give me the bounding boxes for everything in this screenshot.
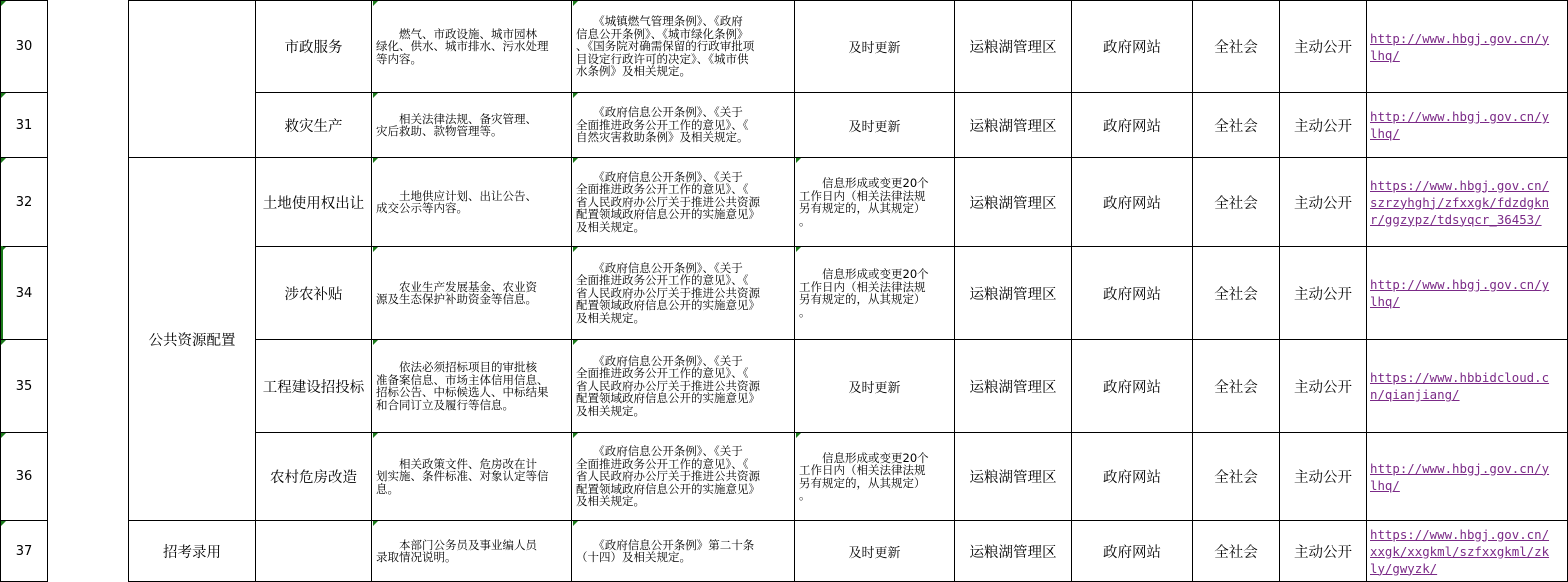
channel-cell bbox=[1072, 246, 1193, 339]
subject-cell-text: 运粮湖管理区 bbox=[969, 118, 1057, 135]
channel-cell bbox=[1072, 520, 1193, 582]
item-name-text: 涉农补贴 bbox=[284, 286, 343, 303]
url-link-text[interactable]: https://www.hbgj.gov.cn/ szrzyhghj/zfxxgk/fdzdgkn r/ggzypz/tdsyqcr_36453/ bbox=[1370, 177, 1550, 227]
channel-cell-text: 政府网站 bbox=[1103, 470, 1161, 486]
item-name-text: 工程建设招投标 bbox=[262, 379, 365, 396]
channel-cell-text: 政府网站 bbox=[1103, 379, 1161, 396]
method-cell bbox=[1280, 92, 1367, 157]
category-cell bbox=[128, 0, 256, 157]
item-name-text: 救灾生产 bbox=[284, 118, 343, 135]
basis-cell-text: 《政府信息公开条例》、《关于 全面推进政务公开工作的意见》、《 省人民政府办公厅关于推进公共资源 配置领域政府信息公开的实施意见》 及相关规定。 bbox=[576, 353, 760, 418]
url-link[interactable] bbox=[1367, 157, 1568, 246]
row-number bbox=[0, 432, 48, 520]
basis-cell-text: 《政府信息公开条例》、《关于 全面推进政务公开工作的意见》、《 自然灾害救助条例》及相关规定。 bbox=[576, 105, 749, 145]
method-cell bbox=[1280, 339, 1367, 432]
url-link-text[interactable]: https://www.hbgj.gov.cn/ xxgk/xxgkml/szfxxgkml/zk ly/gwyzk/ bbox=[1370, 526, 1550, 576]
method-cell bbox=[1280, 520, 1367, 582]
cell-marker bbox=[373, 340, 378, 345]
subject-cell bbox=[955, 339, 1072, 432]
basis-cell bbox=[572, 339, 795, 432]
url-link[interactable] bbox=[1367, 432, 1568, 520]
basis-cell-text: 《政府信息公开条例》、《关于 全面推进政务公开工作的意见》、《 省人民政府办公厅关于推进公共资源 配置领域政府信息公开的实施意见》 及相关规定。 bbox=[576, 169, 760, 234]
cell-marker bbox=[1, 158, 6, 163]
subject-cell-text: 运粮湖管理区 bbox=[969, 379, 1057, 396]
basis-cell bbox=[572, 157, 795, 246]
subject-cell-text: 运粮湖管理区 bbox=[969, 195, 1057, 212]
update-time-cell bbox=[795, 246, 955, 339]
method-cell bbox=[1280, 246, 1367, 339]
row-number bbox=[0, 246, 48, 339]
method-cell-text: 主动公开 bbox=[1294, 379, 1352, 396]
url-link[interactable] bbox=[1367, 0, 1568, 92]
content-cell-text: 相关政策文件、危房改在计 划实施、条件标准、对象认定等信 息。 bbox=[376, 456, 549, 496]
update-time-cell-text: 及时更新 bbox=[848, 380, 901, 396]
item-name bbox=[256, 92, 372, 157]
content-cell-text: 相关法律法规、备灾管理、 灾后救助、款物管理等。 bbox=[376, 111, 537, 138]
url-link[interactable] bbox=[1367, 92, 1568, 157]
cell-marker bbox=[573, 340, 578, 345]
scope-cell bbox=[1193, 246, 1280, 339]
url-link[interactable] bbox=[1367, 246, 1568, 339]
subject-cell bbox=[955, 92, 1072, 157]
row-number bbox=[0, 0, 48, 92]
content-cell bbox=[372, 92, 572, 157]
cell-marker bbox=[573, 247, 578, 252]
scope-cell bbox=[1193, 0, 1280, 92]
channel-cell-text: 政府网站 bbox=[1103, 286, 1161, 303]
update-time-cell bbox=[795, 339, 955, 432]
scope-cell-text: 全社会 bbox=[1214, 470, 1258, 486]
subject-cell bbox=[955, 246, 1072, 339]
update-time-cell bbox=[795, 520, 955, 582]
item-name bbox=[256, 520, 372, 582]
basis-cell bbox=[572, 246, 795, 339]
cell-marker bbox=[373, 93, 378, 98]
update-time-cell-text: 及时更新 bbox=[848, 119, 901, 135]
subject-cell bbox=[955, 520, 1072, 582]
cell-marker bbox=[373, 247, 378, 252]
row-number-text: 35 bbox=[15, 378, 33, 394]
category-cell bbox=[128, 157, 256, 520]
channel-cell bbox=[1072, 0, 1193, 92]
content-cell-text: 土地供应计划、出让公告、 成交公示等内容。 bbox=[376, 188, 537, 215]
method-cell bbox=[1280, 157, 1367, 246]
item-name-text: 土地使用权出让 bbox=[262, 195, 365, 212]
url-link-text[interactable]: https://www.hbbidcloud.c n/qianjiang/ bbox=[1370, 370, 1550, 402]
item-name bbox=[256, 0, 372, 92]
method-cell-text: 主动公开 bbox=[1294, 286, 1352, 303]
subject-cell bbox=[955, 0, 1072, 92]
row-number-text: 31 bbox=[15, 117, 33, 133]
update-time-cell-text: 信息形成或变更20个 工作日内（相关法律法规 另有规定的，从其规定） 。 bbox=[799, 450, 929, 502]
category-cell-text: 公共资源配置 bbox=[148, 332, 236, 349]
url-link-text[interactable]: http://www.hbgj.gov.cn/y lhq/ bbox=[1370, 460, 1550, 493]
cell-marker bbox=[1, 93, 6, 98]
scope-cell bbox=[1193, 432, 1280, 520]
scope-cell-text: 全社会 bbox=[1214, 195, 1258, 212]
basis-cell bbox=[572, 520, 795, 582]
channel-cell bbox=[1072, 157, 1193, 246]
category-cell bbox=[128, 520, 256, 582]
content-cell-text: 农业生产发展基金、农业资 源及生态保护补助资金等信息。 bbox=[376, 279, 537, 306]
channel-cell-text: 政府网站 bbox=[1103, 195, 1161, 212]
row-number-text: 37 bbox=[15, 543, 33, 559]
update-time-cell-text: 信息形成或变更20个 工作日内（相关法律法规 另有规定的，从其规定） 。 bbox=[799, 176, 929, 228]
update-time-cell-text: 及时更新 bbox=[848, 545, 901, 561]
subject-cell-text: 运粮湖管理区 bbox=[969, 286, 1057, 303]
row-number-text: 30 bbox=[15, 39, 33, 54]
item-name bbox=[256, 339, 372, 432]
cell-marker bbox=[373, 521, 378, 526]
content-cell-text: 依法必须招标项目的审批核 准备案信息、市场主体信用信息、 招标公告、中标候选人、中标结果 和合同订立及履行等信息。 bbox=[376, 360, 549, 412]
content-cell bbox=[372, 520, 572, 582]
basis-cell-text: 《政府信息公开条例》第二十条 （十四）及相关规定。 bbox=[576, 537, 755, 564]
row-number-text: 32 bbox=[15, 194, 33, 210]
row-number bbox=[0, 339, 48, 432]
basis-cell-text: 《政府信息公开条例》、《关于 全面推进政务公开工作的意见》、《 省人民政府办公厅关于推进公共资源 配置领域政府信息公开的实施意见》 及相关规定。 bbox=[576, 444, 760, 509]
cell-marker bbox=[373, 1, 378, 6]
content-cell-text: 本部门公务员及事业编人员 录取情况说明。 bbox=[376, 537, 537, 564]
subject-cell-text: 运粮湖管理区 bbox=[969, 470, 1057, 486]
scope-cell-text: 全社会 bbox=[1214, 118, 1258, 135]
basis-cell-text: 《城镇燃气管理条例》、《政府 信息公开条例》、《城市绿化条例》 、《国务院对确需保留的行政审批项 目设定行政许可的决定》、《城市供 水条例》及相关规定。 bbox=[576, 14, 755, 79]
url-link-text[interactable]: http://www.hbgj.gov.cn/y lhq/ bbox=[1370, 109, 1550, 141]
cell-marker bbox=[1, 433, 6, 438]
url-link[interactable] bbox=[1367, 520, 1568, 582]
cell-marker bbox=[796, 158, 801, 163]
cell-marker bbox=[573, 158, 578, 163]
update-time-cell bbox=[795, 432, 955, 520]
item-name-text: 农村危房改造 bbox=[270, 470, 357, 486]
channel-cell-text: 政府网站 bbox=[1103, 544, 1161, 561]
update-time-cell-text: 及时更新 bbox=[848, 41, 901, 56]
cell-marker bbox=[1, 1, 6, 6]
row-number-text: 34 bbox=[15, 285, 33, 301]
method-cell-text: 主动公开 bbox=[1294, 40, 1352, 56]
method-cell-text: 主动公开 bbox=[1294, 470, 1352, 486]
row-number bbox=[0, 520, 48, 582]
channel-cell bbox=[1072, 339, 1193, 432]
url-link[interactable] bbox=[1367, 339, 1568, 432]
cell-marker bbox=[796, 433, 801, 438]
channel-cell bbox=[1072, 92, 1193, 157]
update-time-cell bbox=[795, 92, 955, 157]
row-edge-marker bbox=[1, 246, 3, 339]
content-cell bbox=[372, 157, 572, 246]
method-cell bbox=[1280, 432, 1367, 520]
basis-cell bbox=[572, 432, 795, 520]
content-cell bbox=[372, 432, 572, 520]
method-cell-text: 主动公开 bbox=[1294, 544, 1352, 561]
basis-cell bbox=[572, 0, 795, 92]
item-name-text: 市政服务 bbox=[284, 40, 343, 56]
scope-cell-text: 全社会 bbox=[1214, 286, 1258, 303]
cell-marker bbox=[573, 521, 578, 526]
url-link-text[interactable]: http://www.hbgj.gov.cn/y lhq/ bbox=[1370, 277, 1550, 309]
update-time-cell bbox=[795, 157, 955, 246]
cell-marker bbox=[573, 1, 578, 6]
cell-marker bbox=[1, 521, 6, 526]
method-cell bbox=[1280, 0, 1367, 92]
content-cell-text: 燃气、市政设施、城市园林 绿化、供水、城市排水、污水处理 等内容。 bbox=[376, 26, 549, 66]
content-cell bbox=[372, 0, 572, 92]
channel-cell-text: 政府网站 bbox=[1103, 40, 1161, 56]
cell-marker bbox=[1, 340, 6, 345]
channel-cell-text: 政府网站 bbox=[1103, 118, 1161, 135]
cell-marker bbox=[373, 433, 378, 438]
item-name bbox=[256, 246, 372, 339]
content-cell bbox=[372, 339, 572, 432]
item-name bbox=[256, 157, 372, 246]
row-number-text: 36 bbox=[15, 469, 33, 484]
item-name bbox=[256, 432, 372, 520]
scope-cell-text: 全社会 bbox=[1214, 379, 1258, 396]
subject-cell-text: 运粮湖管理区 bbox=[969, 544, 1057, 561]
scope-cell bbox=[1193, 339, 1280, 432]
scope-cell bbox=[1193, 92, 1280, 157]
update-time-cell-text: 信息形成或变更20个 工作日内（相关法律法规 另有规定的，从其规定） 。 bbox=[799, 267, 929, 319]
cell-marker bbox=[573, 433, 578, 438]
subject-cell bbox=[955, 157, 1072, 246]
cell-marker bbox=[573, 93, 578, 98]
row-number bbox=[0, 92, 48, 157]
content-cell bbox=[372, 246, 572, 339]
url-link-text[interactable]: http://www.hbgj.gov.cn/y lhq/ bbox=[1370, 30, 1550, 63]
scope-cell-text: 全社会 bbox=[1214, 544, 1258, 561]
channel-cell bbox=[1072, 432, 1193, 520]
subject-cell bbox=[955, 432, 1072, 520]
category-cell-text: 招考录用 bbox=[163, 544, 221, 561]
scope-cell bbox=[1193, 520, 1280, 582]
basis-cell bbox=[572, 92, 795, 157]
cell-marker bbox=[796, 247, 801, 252]
update-time-cell bbox=[795, 0, 955, 92]
subject-cell-text: 运粮湖管理区 bbox=[969, 40, 1057, 56]
method-cell-text: 主动公开 bbox=[1294, 118, 1352, 135]
scope-cell-text: 全社会 bbox=[1214, 40, 1258, 56]
method-cell-text: 主动公开 bbox=[1294, 195, 1352, 212]
basis-cell-text: 《政府信息公开条例》、《关于 全面推进政务公开工作的意见》、《 省人民政府办公厅关于推进公共资源 配置领域政府信息公开的实施意见》 及相关规定。 bbox=[576, 260, 760, 325]
scope-cell bbox=[1193, 157, 1280, 246]
cell-marker bbox=[373, 158, 378, 163]
row-number bbox=[0, 157, 48, 246]
